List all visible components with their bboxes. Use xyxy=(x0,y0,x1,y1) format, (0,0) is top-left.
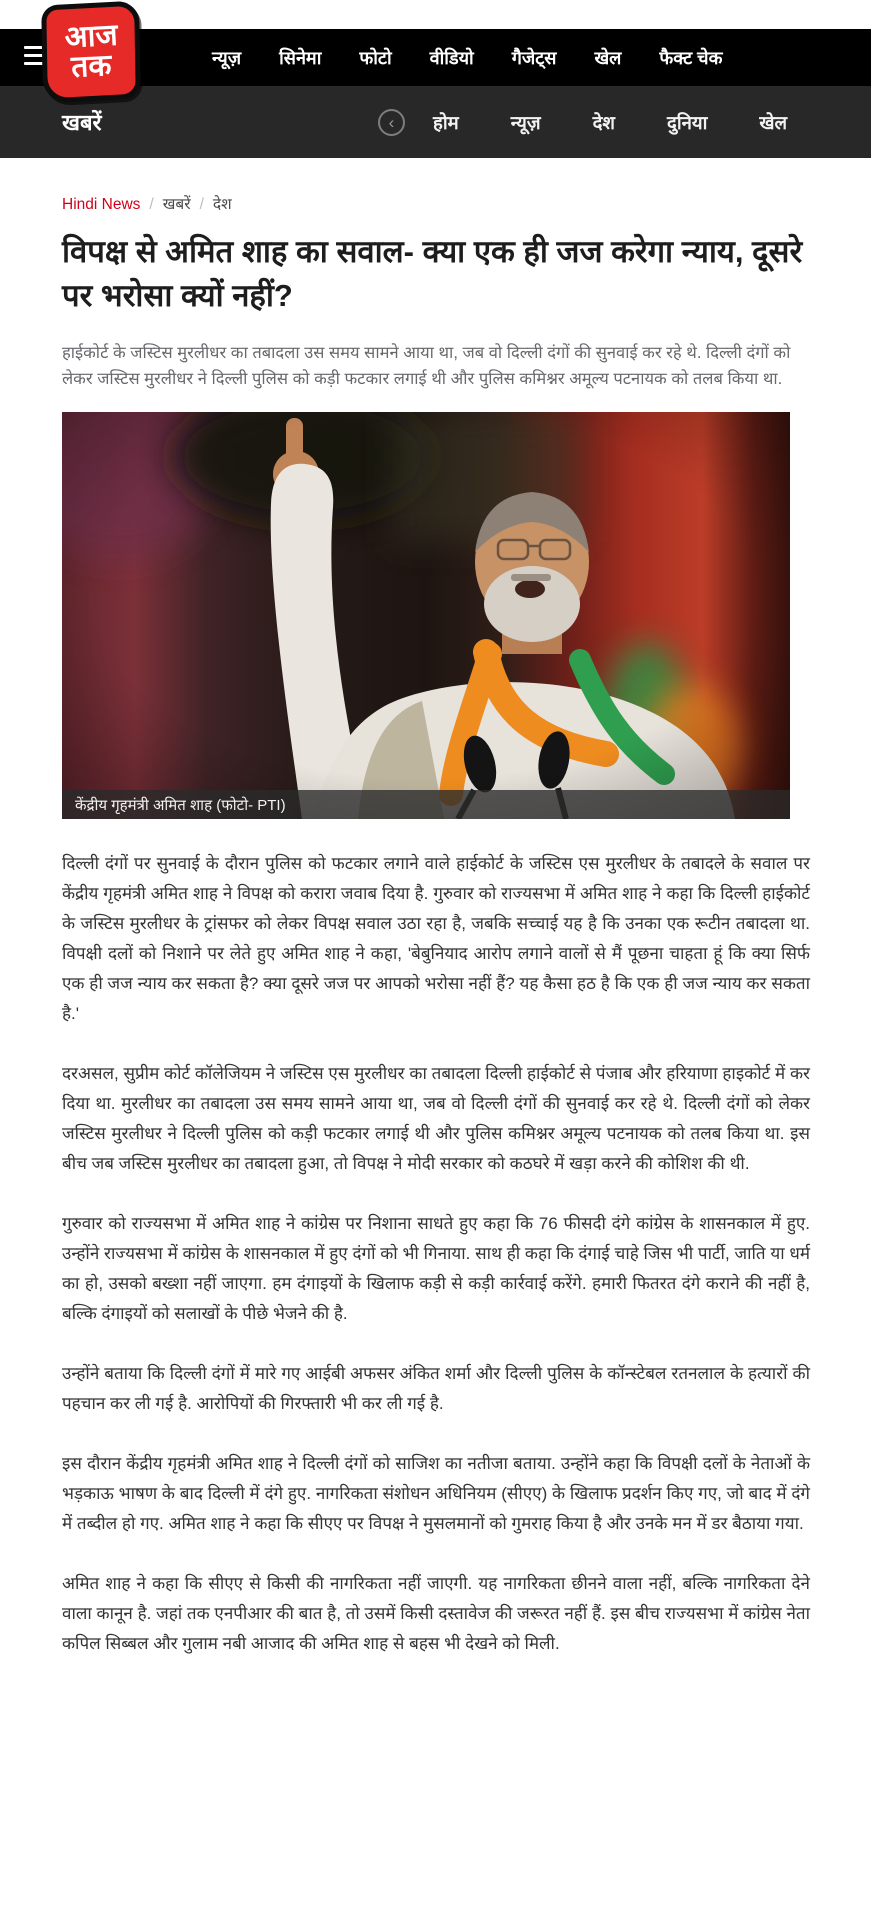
article-paragraph: उन्होंने बताया कि दिल्ली दंगों में मारे गए आईबी अफसर अंकित शर्मा और दिल्ली पुलिस के कॉन्स्टेबल रतनलाल के हत्यारों की पहचान कर ली गई है. आरोपियों की गिरफ्तारी भी कर ली गई है. xyxy=(62,1364,810,1413)
article-paragraph: दरअसल, सुप्रीम कोर्ट कॉलेजियम ने जस्टिस एस मुरलीधर का तबादला दिल्ली हाईकोर्ट से पंजाब और हरियाणा हाइकोर्ट में कर दिया था. मुरलीधर का तबादला उस समय सामने आया था, जब वो दिल्ली दंगों की सुनवाई कर रहे थे. दिल्ली दंगों को लेकर जस्टिस मुरलीधर ने दिल्ली पुलिस को कड़ी फटकार लगाई थी और पुलिस कमिश्नर अमूल्य पटनायक को तलब किया था. इस बीच जब जस्टिस मुरलीधर का तबादला हुआ, तो विपक्ष ने मोदी सरकार को कठघरे में खड़ा करने की कोशिश की थी. xyxy=(62,1064,810,1173)
breadcrumb-desh[interactable]: देश xyxy=(212,196,232,213)
article-paragraph: गुरुवार को राज्यसभा में अमित शाह ने कांग्रेस पर निशाना साधते हुए कहा कि 76 फीसदी दंगे कांग्रेस के शासनकाल में हुए. उन्होंने राज्यसभा में कांग्रेस के शासनकाल में हुए दंगों को भी गिनाया. साथ ही कहा कि दंगाई चाहे जिस भी पार्टी, जाति या धर्म का हो, उसको बख्शा नहीं जाएगा. हम दंगाइयों के खिलाफ कड़ी से कड़ी कार्रवाई करेंगे. हमारी फितरत दंगे कराने की नहीं है, बल्कि दंगाइयों को सलाखों के पीछे भेजने की है. xyxy=(62,1214,810,1323)
header-nav-gadgets[interactable]: गैजेट्स xyxy=(511,47,557,68)
header-nav-photo[interactable]: फोटो xyxy=(359,47,392,68)
page-title: विपक्ष से अमित शाह का सवाल- क्या एक ही जज करेगा न्याय, दूसरे पर भरोसा क्यों नहीं? xyxy=(62,234,803,313)
article-image xyxy=(62,412,790,819)
breadcrumb-hindi-news[interactable]: Hindi News xyxy=(62,196,141,213)
breadcrumb-separator: / xyxy=(199,196,204,213)
article-summary: हाईकोर्ट के जस्टिस मुरलीधर का तबादला उस समय सामने आया था, जब वो दिल्ली दंगों की सुनवाई कर रहे थे. दिल्ली दंगों को लेकर जस्टिस मुरलीधर ने दिल्ली पुलिस को कड़ी फटकार लगाई थी और पुलिस कमिश्नर अमूल्य पटनायक को तलब किया था. xyxy=(62,344,791,388)
section-nav-home[interactable]: होम xyxy=(433,111,459,133)
section-title[interactable]: खबरें xyxy=(62,110,102,135)
article-paragraph: अमित शाह ने कहा कि सीएए से किसी की नागरिकता नहीं जाएगी. यह नागरिकता छीनने वाला नहीं, बल्कि नागरिकता देने वाला कानून है. जहां तक एनपीआर की बात है, तो उसमें किसी दस्तावेज की जरूरत नहीं हैं. इस बीच राज्यसभा में कांग्रेस नेता कपिल सिब्बल और गुलाम नबी आजाद की अमित शाह से बहस भी देखने को मिली. xyxy=(62,1574,810,1653)
breadcrumb xyxy=(62,192,810,214)
header-nav-news[interactable]: न्यूज़ xyxy=(212,47,242,68)
article-paragraph: इस दौरान केंद्रीय गृहमंत्री अमित शाह ने दिल्ली दंगों को साजिश का नतीजा बताया. उन्होंने कहा कि विपक्षी दलों के नेताओं के भड़काऊ भाषण के बाद दिल्ली में दंगे हुए. नागरिकता संशोधन अधिनियम (सीएए) के खिलाफ प्रदर्शन किए गए, जो बाद में दंगे में तब्दील हो गए. अमित शाह ने कहा कि सीएए पर विपक्ष ने मुसलमानों को गुमराह किया है और उनके मन में डर बैठाया गया. xyxy=(62,1454,810,1533)
logo-text-bottom: तक xyxy=(70,48,113,85)
section-nav-desh[interactable]: देश xyxy=(592,111,616,133)
header-nav xyxy=(212,46,722,70)
article-paragraph: दिल्ली दंगों पर सुनवाई के दौरान पुलिस को फटकार लगाने वाले हाईकोर्ट के जस्टिस एस मुरलीधर के तबादले के सवाल पर केंद्रीय गृहमंत्री अमित शाह ने विपक्ष को करारा जवाब दिया है. गुरुवार को राज्यसभा में अमित शाह ने कहा कि दिल्ली हाईकोर्ट के जस्टिस मुरलीधर के ट्रांसफर को लेकर विपक्ष सवाल उठा रहा है, जबकि सच्चाई यह है कि उनका एक रूटीन तबादला था. विपक्षी दलों को निशाने पर लेते हुए अमित शाह ने कहा, 'बेबुनियाद आरोप लगाने वालों से मैं पूछना चाहता हूं कि क्या सिर्फ एक ही जज न्याय कर सकता है? क्या दूसरे जज पर आपको भरोसा नहीं हैं? यह कैसा हठ है कि एक ही जज न्याय कर सकता है.' xyxy=(62,854,810,1023)
main-header xyxy=(0,18,871,86)
section-nav-khel[interactable]: खेल xyxy=(759,111,788,133)
header-nav-cinema[interactable]: सिनेमा xyxy=(279,47,322,68)
section-nav-duniya[interactable]: दुनिया xyxy=(667,111,708,133)
section-nav-news[interactable]: न्यूज़ xyxy=(510,111,541,133)
section-nav xyxy=(433,110,787,135)
header-nav-factcheck[interactable]: फैक्ट चेक xyxy=(659,47,723,68)
back-chevron-icon[interactable]: ‹ xyxy=(378,109,405,136)
header-nav-video[interactable]: वीडियो xyxy=(429,47,474,68)
logo-text-top: आज xyxy=(63,18,118,55)
breadcrumb-khabren[interactable]: खबरें xyxy=(162,196,191,213)
article-body xyxy=(62,849,810,1659)
article xyxy=(0,192,810,1659)
header-nav-sports[interactable]: खेल xyxy=(594,47,622,68)
amit-shah-photo xyxy=(62,412,790,819)
image-caption: केंद्रीय गृहमंत्री अमित शाह (फोटो- PTI) xyxy=(62,790,790,819)
breadcrumb-separator: / xyxy=(149,196,154,213)
aajtak-logo[interactable] xyxy=(41,0,141,103)
